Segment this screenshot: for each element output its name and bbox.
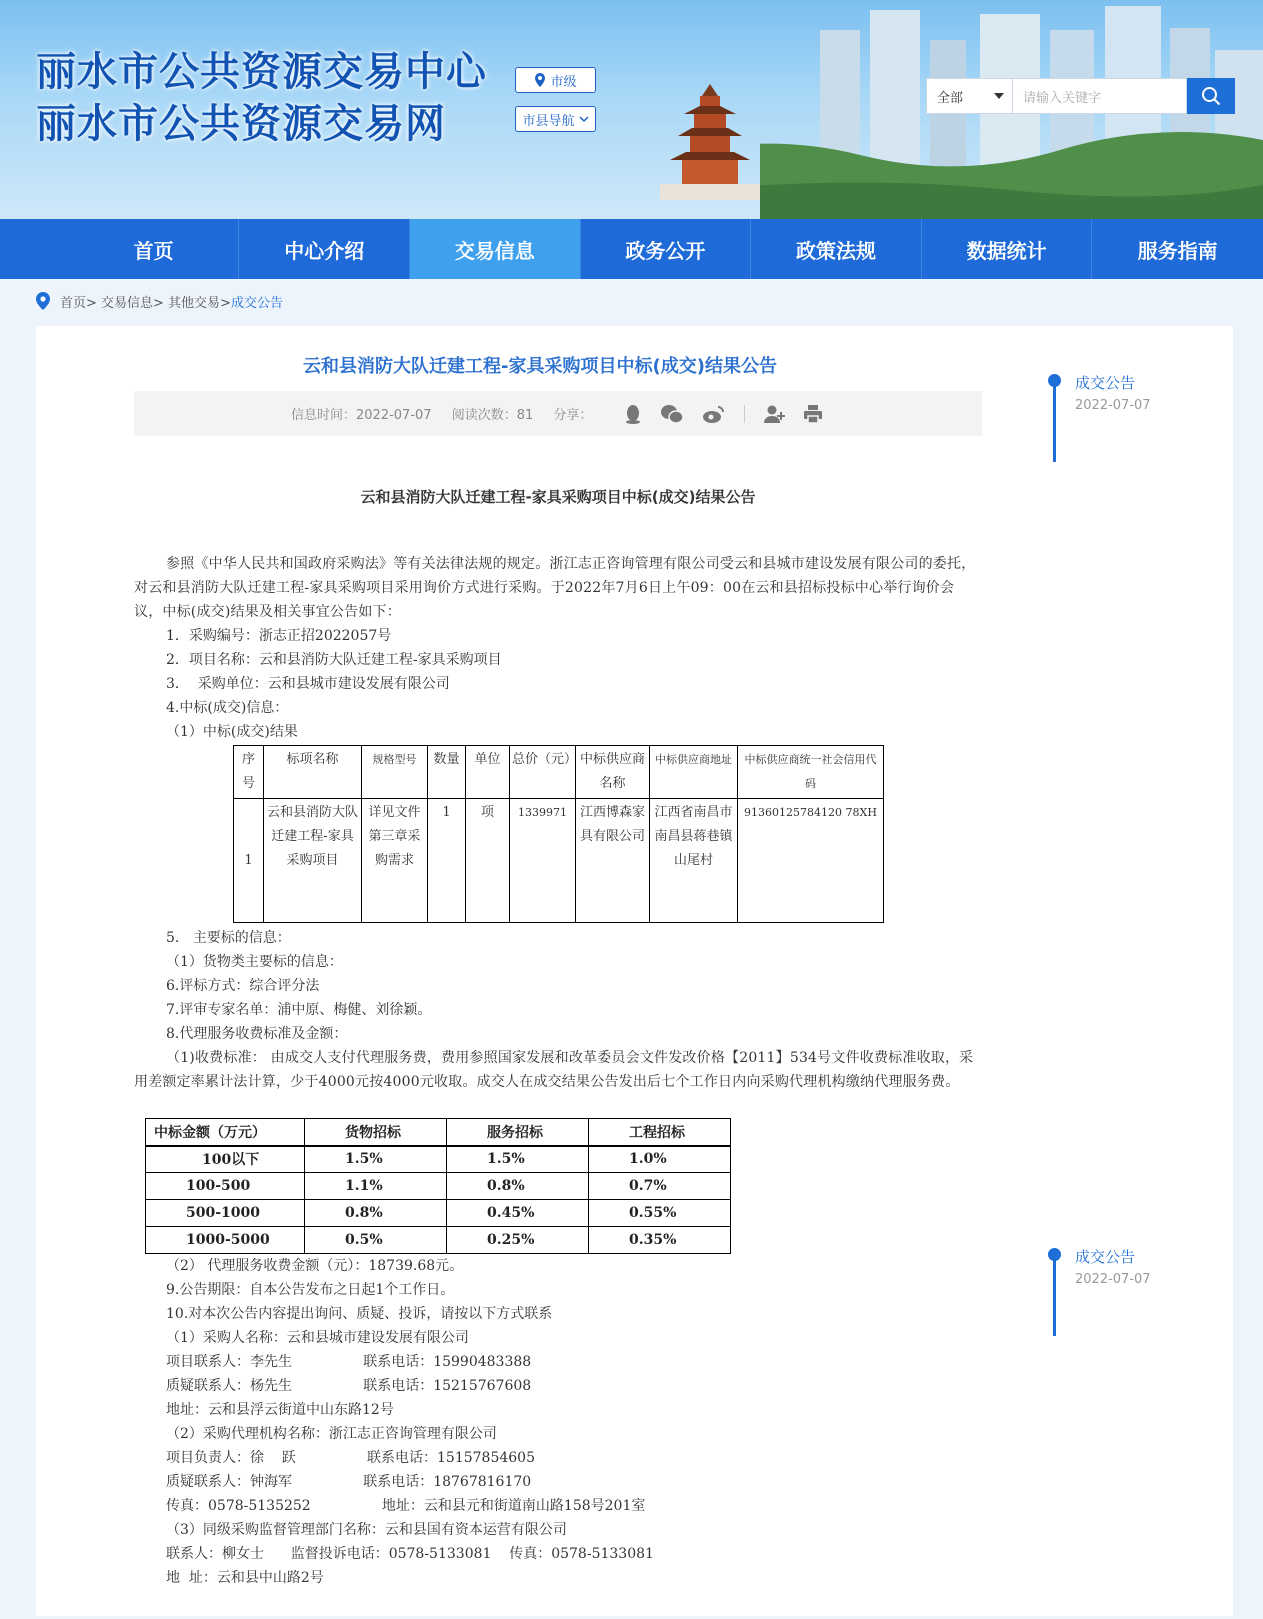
nav-statistics[interactable]: 数据统计: [922, 219, 1093, 279]
table-cell: 0.35%: [589, 1227, 731, 1254]
list-item: 5. 主要标的信息：: [166, 930, 291, 946]
list-item: 7.评审专家名单：浦中原、梅健、刘徐颖。: [166, 1002, 432, 1018]
list-item: 项目联系人：李先生 联系电话：15990483388: [166, 1354, 532, 1370]
list-item: 9.公告期限：自本公告发布之日起1个工作日。: [166, 1282, 455, 1298]
table-header: 工程招标: [589, 1119, 731, 1146]
read-count: 阅读次数：81: [451, 408, 534, 423]
breadcrumb: [36, 290, 283, 312]
list-item: （1）中标(成交)结果: [166, 724, 298, 740]
table-cell: 江西省南昌市南昌县蒋巷镇山尾村: [650, 799, 738, 923]
list-item: （1）货物类主要标的信息：: [166, 954, 343, 970]
table-cell: 0.45%: [447, 1200, 589, 1227]
timeline-date: 2022-07-07: [1075, 1272, 1151, 1287]
table-cell: 91360125784120 78XH: [738, 799, 884, 923]
table-cell: 100以下: [146, 1146, 305, 1173]
article-meta-bar: [134, 391, 982, 436]
list-item: （2） 代理服务收费金额（元）：18739.68元。: [166, 1258, 464, 1274]
table-cell: 1: [234, 799, 264, 923]
city-level-button[interactable]: [515, 67, 596, 93]
search-input[interactable]: 请输入关键字: [1013, 78, 1187, 114]
timeline-dot: [1048, 374, 1061, 387]
table-cell: 1.0%: [589, 1146, 731, 1173]
caret-down-icon: [994, 93, 1004, 99]
search-bar: [926, 78, 1235, 114]
city-level-label: 市级: [550, 74, 577, 90]
share-label: 分享：: [553, 408, 593, 423]
nav-spacer: [0, 219, 69, 279]
chevron-down-icon: [579, 115, 589, 123]
table-cell: 1339971: [510, 799, 576, 923]
location-pin-icon: [36, 292, 50, 310]
table-header: 中标供应商统一社会信用代码: [738, 746, 884, 799]
list-item: 10.对本次公告内容提出询问、质疑、投诉，请按以下方式联系: [166, 1306, 553, 1322]
main-nav: [0, 219, 1263, 279]
share-icons: [624, 404, 823, 424]
table-cell: 0.7%: [589, 1173, 731, 1200]
list-item: 4.中标(成交)信息：: [166, 700, 289, 716]
timeline-line: [1053, 382, 1056, 462]
list-item: 质疑联系人：钟海军 联系电话：18767816170: [166, 1474, 532, 1490]
fee-table: [145, 1118, 731, 1254]
table-header: 单位: [466, 746, 510, 799]
table-cell: 详见文件第三章采购需求: [362, 799, 428, 923]
search-button[interactable]: [1187, 78, 1235, 114]
site-header: [0, 0, 1263, 219]
list-item: 地址：云和县浮云街道中山东路12号: [166, 1402, 394, 1418]
table-cell: 江西博森家具有限公司: [576, 799, 650, 923]
list-item: 8.代理服务收费标准及金额：: [166, 1026, 348, 1042]
list-item: 2．项目名称：云和县消防大队迁建工程-家具采购项目: [166, 652, 502, 668]
table-header: 规格型号: [362, 746, 428, 799]
list-item: 3． 采购单位：云和县城市建设发展有限公司: [166, 676, 450, 692]
article-title: 云和县消防大队迁建工程-家具采购项目中标(成交)结果公告: [303, 356, 777, 377]
table-cell: 云和县消防大队迁建工程-家具采购项目: [264, 799, 362, 923]
table-header: 服务招标: [447, 1119, 589, 1146]
timeline-line: [1053, 1256, 1056, 1336]
add-user-icon[interactable]: [763, 404, 785, 424]
list-item: 6.评标方式：综合评分法: [166, 978, 320, 994]
table-cell: 500-1000: [146, 1200, 305, 1227]
table-header: 数量: [428, 746, 466, 799]
document-title: 云和县消防大队迁建工程-家具采购项目中标(成交)结果公告: [360, 488, 756, 506]
list-item: 地 址：云和县中山路2号: [166, 1570, 324, 1586]
table-cell: 100-500: [146, 1173, 305, 1200]
city-nav-dropdown[interactable]: [515, 106, 596, 132]
list-item: 1．采购编号：浙志正招2022057号: [166, 628, 392, 644]
weibo-icon[interactable]: [702, 404, 726, 424]
article-meta-text: [291, 404, 608, 423]
table-cell: 项: [466, 799, 510, 923]
info-time: 信息时间：2022-07-07: [291, 408, 432, 423]
table-cell: 1000-5000: [146, 1227, 305, 1254]
info-list-b: [134, 926, 982, 1046]
list-item: （1）采购人名称：云和县城市建设发展有限公司: [166, 1330, 469, 1346]
table-header: 中标供应商地址: [650, 746, 738, 799]
table-cell: 1.5%: [305, 1146, 447, 1173]
search-scope-select[interactable]: [926, 78, 1013, 114]
table-header: 中标供应商名称: [576, 746, 650, 799]
table-row: [146, 1173, 731, 1200]
list-item: 传真：0578-5135252 地址：云和县元和街道南山路158号201室: [166, 1498, 646, 1514]
table-row: [146, 1119, 731, 1146]
table-header: 序号: [234, 746, 264, 799]
table-header: 货物招标: [305, 1119, 447, 1146]
list-item: （3）同级采购监督管理部门名称：云和县国有资本运营有限公司: [166, 1522, 567, 1538]
table-cell: 1.1%: [305, 1173, 447, 1200]
nav-home[interactable]: 首页: [69, 219, 240, 279]
table-cell: 1: [428, 799, 466, 923]
table-row: [146, 1146, 731, 1173]
search-scope-value: 全部: [937, 90, 964, 106]
table-row: [146, 1227, 731, 1254]
list-item: 联系人：柳女士 监督投诉电话：0578-5133081 传真：0578-5133081: [166, 1546, 654, 1562]
logo-line-2: 丽水市公共资源交易网: [36, 100, 446, 147]
table-cell: 0.5%: [305, 1227, 447, 1254]
table-cell: 0.8%: [447, 1173, 589, 1200]
logo-line-1: 丽水市公共资源交易中心: [36, 48, 487, 95]
share-divider: [744, 405, 745, 423]
qq-icon[interactable]: [624, 404, 642, 424]
table-row: [234, 799, 884, 923]
wechat-icon[interactable]: [660, 404, 684, 424]
intro-paragraph: 参照《中华人民共和国政府采购法》等有关法律法规的规定。浙江志正咨询管理有限公司受云和县城市建设发展有限公司的委托，对云和县消防大队迁建工程-家具采购项目采用询价方式进行采购。于2022年7月6日上午09：00在云和县招标投标中心举行询价会议，中标(成交)结果及相关事宜公告如下：: [134, 556, 976, 620]
timeline-dot: [1048, 1248, 1061, 1261]
info-list-c: [134, 1254, 982, 1590]
nav-trade-info[interactable]: 交易信息: [410, 219, 581, 279]
table-header: 中标金额（万元）: [146, 1119, 305, 1146]
table-header: 标项名称: [264, 746, 362, 799]
search-icon: [1201, 86, 1221, 106]
nav-about[interactable]: 中心介绍: [239, 219, 410, 279]
nav-policy[interactable]: 政策法规: [751, 219, 922, 279]
nav-gov-affairs[interactable]: 政务公开: [581, 219, 752, 279]
timeline-date: 2022-07-07: [1075, 398, 1151, 413]
print-icon[interactable]: [803, 404, 823, 424]
table-cell: 1.5%: [447, 1146, 589, 1173]
fee-paragraph: （1)收费标准： 由成交人支付代理服务费，费用参照国家发展和改革委员会文件发改价格【2011】534号文件收费标准收取，采用差额定率累计法计算，少于4000元按4000元收取。成交人在成交结果公告发出后七个工作日内向采购代理机构缴纳代理服务费。: [134, 1050, 974, 1090]
list-item: 项目负责人：徐 跃 联系电话：15157854605: [166, 1450, 535, 1466]
article-intro: [134, 552, 982, 624]
result-table: [233, 745, 884, 923]
pagoda-image: [660, 80, 760, 200]
info-list-a: [134, 624, 982, 744]
table-cell: 0.8%: [305, 1200, 447, 1227]
table-cell: 0.55%: [589, 1200, 731, 1227]
list-item: （2）采购代理机构名称：浙江志正咨询管理有限公司: [166, 1426, 497, 1442]
table-row: [234, 746, 884, 799]
timeline-label[interactable]: 成交公告: [1075, 1248, 1136, 1266]
breadcrumb-path[interactable]: 首页> 交易信息> 其他交易>: [60, 295, 231, 311]
table-cell: 0.25%: [447, 1227, 589, 1254]
nav-service-guide[interactable]: 服务指南: [1137, 238, 1218, 263]
site-logo[interactable]: [36, 46, 487, 150]
fee-standard: [134, 1046, 982, 1094]
location-pin-icon: [534, 73, 546, 87]
city-nav-label: 市县导航: [522, 113, 575, 129]
breadcrumb-current: 成交公告: [230, 295, 283, 311]
timeline-label[interactable]: 成交公告: [1075, 374, 1136, 392]
list-item: 质疑联系人：杨先生 联系电话：15215767608: [166, 1378, 532, 1394]
table-row: [146, 1200, 731, 1227]
table-header: 总价（元）: [510, 746, 576, 799]
